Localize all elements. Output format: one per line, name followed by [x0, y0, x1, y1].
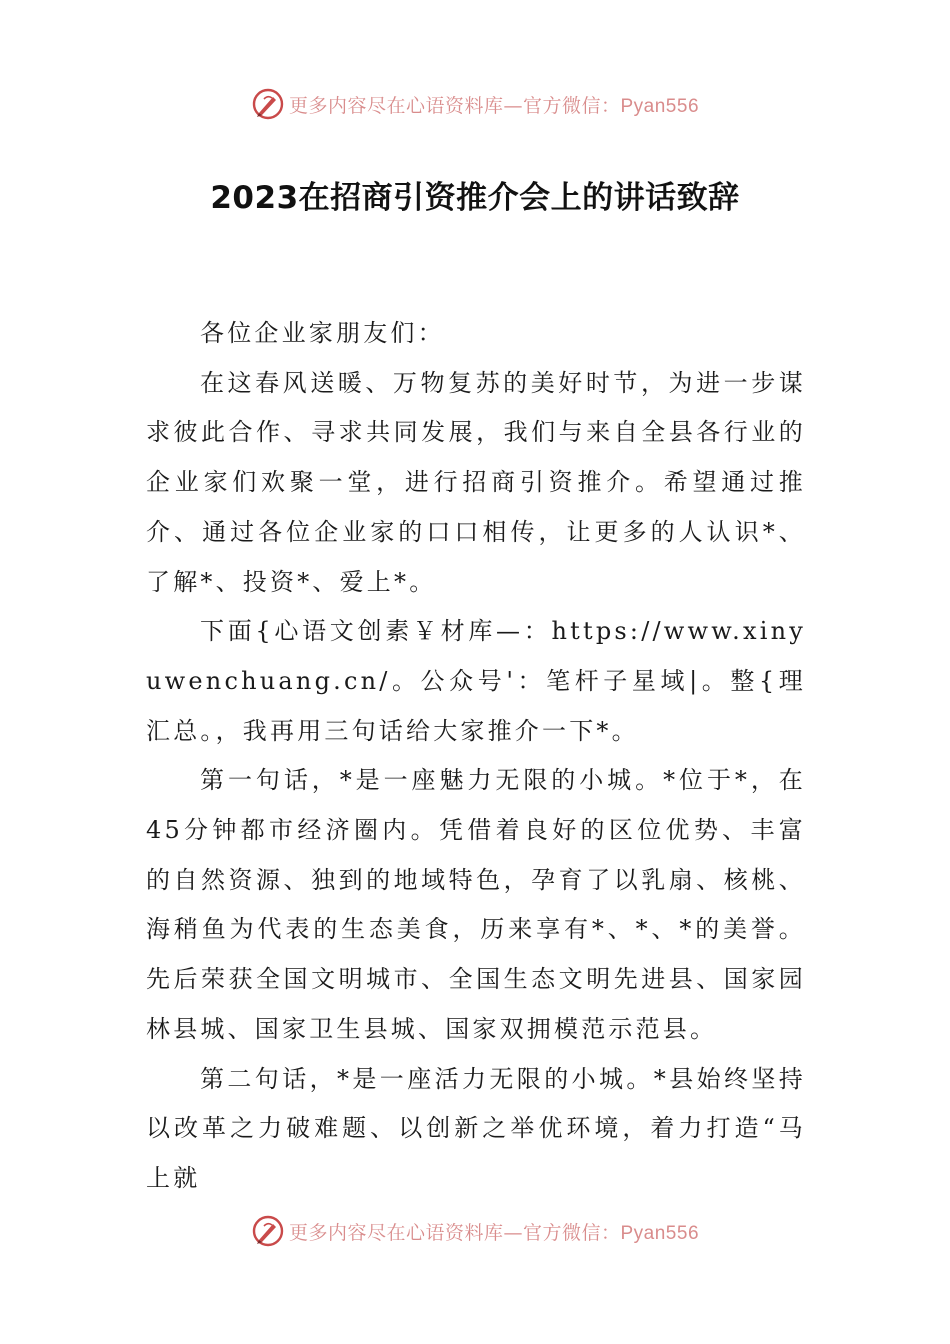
brush-logo-icon	[251, 87, 285, 121]
footer-watermark-text: 更多内容尽在心语资料库—官方微信：Pyan556	[288, 1221, 700, 1244]
paragraph-intro: 在这春风送暖、万物复苏的美好时节，为进一步谋求彼此合作、寻求共同发展，我们与来自全县各行业的企业家们欢聚一堂，进行招商引资推介。希望通过推介、通过各位企业家的口口相传，让更多的人认识*、了解*、投资*、爱上*。	[146, 368, 806, 596]
paragraph-first-point: 第一句话，*是一座魅力无限的小城。*位于*，在45分钟都市经济圈内。凭借着良好的区位优势、丰富的自然资源、独到的地域特色，孕育了以乳扇、核桃、海稍鱼为代表的生态美食，历来享有*、*、*的美誉。先后荣获全国文明城市、全国生态文明先进县、国家园林县城、国家卫生县城、国家双拥模范示范县。	[146, 766, 806, 1043]
footer-watermark-banner	[0, 1211, 950, 1251]
paragraph-second-point: 第二句话，*是一座活力无限的小城。*县始终坚持以改革之力破难题、以创新之举优环境，着力打造“马上就	[146, 1064, 806, 1192]
document-title: 2023在招商引资推介会上的讲话致辞	[210, 180, 740, 216]
paragraph-salutation: 各位企业家朋友们：	[200, 319, 445, 347]
header-watermark-banner	[0, 84, 950, 124]
paragraph-transition: 下面{心语文创素￥材库—：https://www.xinyuwenchuang.cn/。公众号'：笔杆子星域|。整{理汇总。，我再用三句话给大家推介一下*。	[146, 617, 806, 745]
header-watermark-text: 更多内容尽在心语资料库—官方微信：Pyan556	[288, 94, 700, 117]
header-watermark-id: Pyan556	[620, 95, 700, 117]
footer-watermark-id: Pyan556	[620, 1222, 700, 1244]
document-body	[146, 309, 806, 1204]
brush-logo-icon	[251, 1214, 285, 1248]
